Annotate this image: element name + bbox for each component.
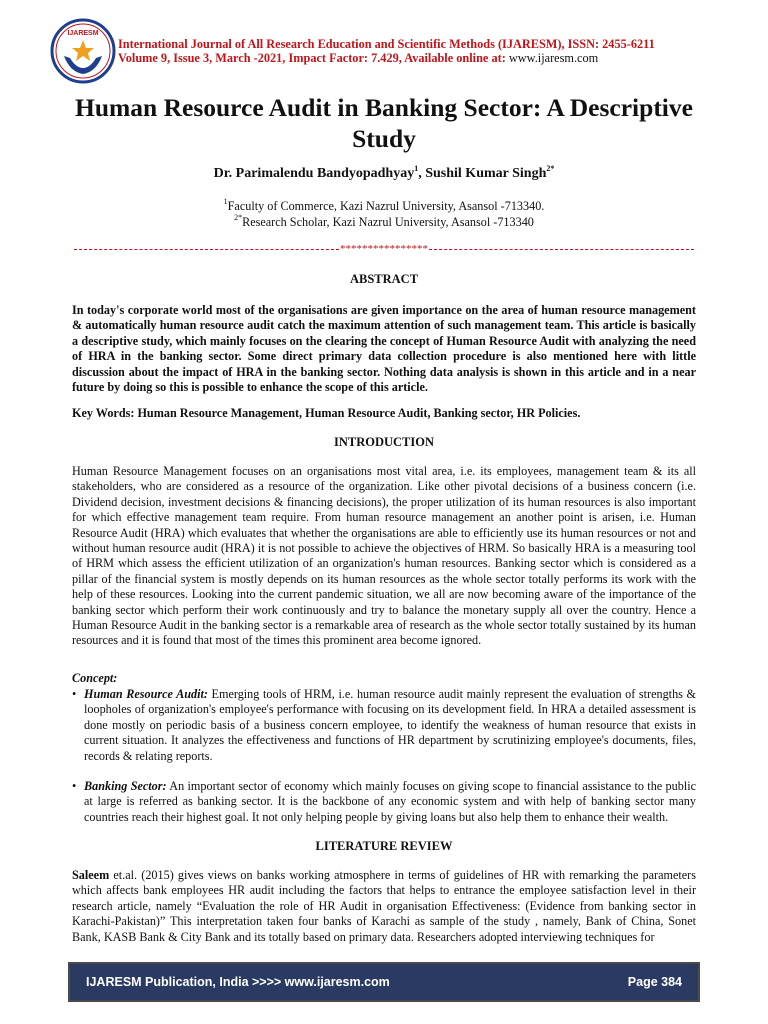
- author-2: Sushil Kumar Singh: [425, 166, 547, 181]
- affiliation-2-text: Research Scholar, Kazi Nazrul University, Asansol -713340: [242, 215, 534, 229]
- separator-line: [74, 243, 694, 255]
- affiliation-1-text: Faculty of Commerce, Kazi Nazrul University, Asansol -713340.: [227, 199, 545, 213]
- affiliation-1: [0, 199, 768, 214]
- literature-text: [72, 868, 696, 945]
- logo-text: IJARESM: [67, 30, 99, 37]
- affiliation-1-sup: 1: [223, 197, 228, 206]
- bullet-lead: Human Resource Audit:: [84, 687, 208, 701]
- introduction-heading: INTRODUCTION: [333, 435, 434, 449]
- author-1: Dr. Parimalendu Bandyopadhyay: [213, 166, 415, 181]
- author-2-sup: 2*: [546, 164, 555, 173]
- journal-issue-line: [118, 51, 598, 66]
- article-title: Human Resource Audit in Banking Sector: A Descriptive Study: [75, 93, 693, 153]
- footer-bar: [70, 964, 698, 1000]
- footer-page-number: Page 384: [627, 975, 682, 989]
- bullet-text: [84, 779, 696, 825]
- separator-stars: ****************: [340, 243, 428, 255]
- literature-heading: LITERATURE REVIEW: [315, 839, 453, 853]
- abstract-text: In today's corporate world most of the organisations are given importance on the area of human resource management & automatically human resource audit catch the maximum attention of such management team. This article is basically a descriptive study, which mainly focuses on the clearing the concept of Human Resource Audit with analyzing the need of HRA in the banking sector. Some direct primary data collection procedure is also mentioned here with little discussion about the impact of HRA in the banking sector. Nothing data analysis is shown in this article and in a near future by doing so this is possible to enhance the scope of this article.: [72, 303, 696, 395]
- journal-name: International Journal of All Research Education and Scientific Methods (IJARESM), ISSN: 2455-6211: [118, 37, 655, 51]
- separator-dash-right: [429, 249, 694, 250]
- bullet-body: Emerging tools of HRM, i.e. human resource audit mainly represent the evaluation of strengths & loopholes of organization's employee's performance with focusing on its development field. In HRA a detailed assessment is done mostly on periodic basis of a business concern employee, to identify the weakness of human resource that exists in current situation. It analyzes the effectiveness and functions of HR department by scrutinizing employee's documents, files, records & relating reports.: [84, 687, 696, 763]
- literature-lead: Saleem: [72, 868, 110, 882]
- journal-issue: Volume 9, Issue 3, March -2021, Impact Factor: 7.429, Available online at:: [118, 51, 509, 65]
- bullet-lead: Banking Sector:: [84, 779, 167, 793]
- separator-dash-left: [74, 249, 339, 250]
- bullet-symbol: •: [72, 687, 77, 701]
- author-separator: ,: [418, 166, 426, 181]
- journal-logo: [50, 18, 116, 84]
- page-footer: [68, 962, 700, 1002]
- literature-body: et.al. (2015) gives views on banks working atmosphere in terms of guidelines of HR with remarking the parameters which affects bank employees HR audit including the factors that helps to entrance the employee satisfaction level in their research article, namely “Evaluation the role of HR Audit in organisation Effectiveness: (Evidence from banking sector in Karachi-Pakistan)” This interpretation taken four banks of Karachi as sample of the study , namely, Bank of China, Sonet Bank, KASB Bank & City Bank and its totally based on primary data. Researchers adopted interviewing techniques for: [72, 868, 696, 944]
- concept-label: Concept:: [72, 671, 118, 685]
- bullet-body: An important sector of economy which mainly focuses on giving scope to financial assistance to the public at large is referred as banking sector. It is the backbone of any economic system and with help of banking sector many countries reach their highest goal. It not only helping people by giving loans but also help them to enhance their wealth.: [84, 779, 697, 824]
- footer-publisher: IJARESM Publication, India >>>> www.ijaresm.com: [86, 975, 390, 989]
- author-1-sup: 1: [414, 164, 419, 173]
- affiliation-2-sup: 2*: [234, 213, 243, 222]
- affiliation-2: [0, 215, 768, 230]
- introduction-text: Human Resource Management focuses on an organisations most vital area, i.e. its employees, management team & its all stakeholders, who are considered as a resource of the organization. Like other pivotal decisions of a business concern (i.e. Dividend decision, investment decisions & financing decisions), the proper utilization of its human resources is also important for which effective management team require. From human resource management an another point is arisen, i.e. Human Resource Audit (HRA) which evaluates that whether the organisations are able to efficiently use its human resources or not and without human resource audit (HRA) it is not possible to achieve the objectives of HRM. So basically HRA is a measuring tool of HRM which assess the efficient utilization of an organization's human resources. Banking sector which is considered as a pillar of the financial system is mostly depends on its human resources as the whole sector totally performs its work with the help of these resources. Looking into the current pandemic situation, we all are now becoming aware of the importance of the banking sector which perform their work continuously and try to balance the monetary supply all over the country. Hence a Human Resource Audit in the banking sector is a remarkable area of research as the whole sector totally sustained by its human resources and it is found that most of the times this prominent area become ignored.: [72, 464, 696, 648]
- keywords: Key Words: Human Resource Management, Human Resource Audit, Banking sector, HR Policies.: [72, 406, 581, 420]
- journal-url[interactable]: www.ijaresm.com: [508, 51, 599, 65]
- authors: [0, 166, 768, 182]
- bullet-symbol: •: [72, 779, 77, 793]
- bullet-text: [84, 687, 696, 764]
- abstract-heading: ABSTRACT: [349, 272, 419, 286]
